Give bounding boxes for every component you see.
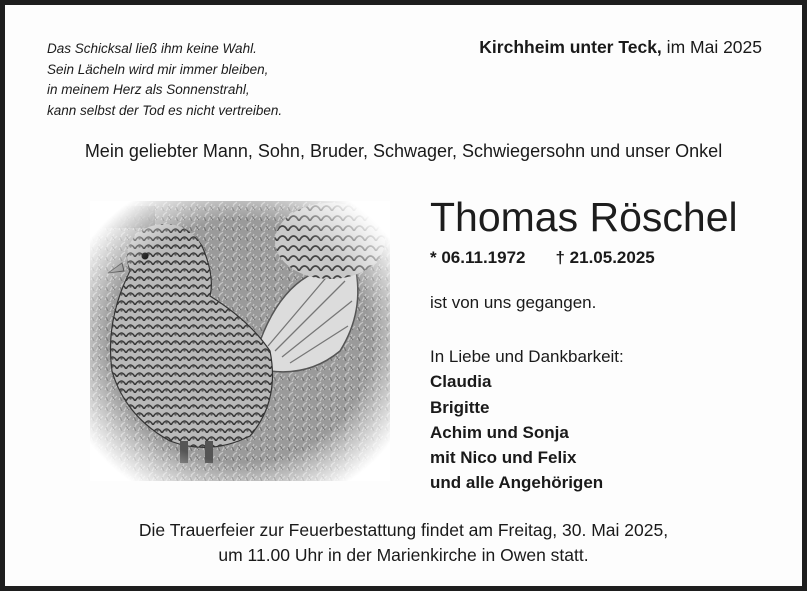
life-dates bbox=[430, 248, 655, 268]
funeral-service-info bbox=[5, 518, 802, 568]
death-date: † 21.05.2025 bbox=[555, 248, 655, 267]
mourner-name: Brigitte bbox=[430, 397, 490, 417]
intro-line: Mein geliebter Mann, Sohn, Bruder, Schwager, Schwiegersohn und unser Onkel bbox=[84, 141, 723, 161]
mourner-name: und alle Angehörigen bbox=[430, 473, 604, 493]
birth-date: * 06.11.1972 bbox=[430, 248, 526, 267]
poem-line: Sein Lächeln wird mir immer bleiben, bbox=[47, 61, 269, 77]
mourner-name: Achim und Sonja bbox=[430, 422, 569, 442]
poem-line: Das Schicksal ließ ihm keine Wahl. bbox=[47, 41, 257, 56]
mourner-name: Claudia bbox=[430, 372, 492, 392]
passed-away-line: ist von uns gegangen. bbox=[430, 293, 597, 312]
place: Kirchheim unter Teck, bbox=[479, 37, 662, 57]
chicken-photo-image bbox=[90, 201, 390, 481]
deceased-name: Thomas Röschel bbox=[430, 194, 738, 240]
mourners-heading: In Liebe und Dankbarkeit: bbox=[430, 347, 624, 366]
service-line: um 11.00 Uhr in der Marienkirche in Owen statt. bbox=[218, 545, 589, 565]
date: im Mai 2025 bbox=[661, 37, 762, 57]
place-and-date bbox=[479, 37, 762, 58]
mourners-list bbox=[430, 344, 624, 496]
poem-line: in meinem Herz als Sonnenstrahl, bbox=[47, 82, 250, 97]
memorial-poem bbox=[47, 39, 282, 121]
portrait-photo bbox=[90, 201, 390, 481]
poem-line: kann selbst der Tod es nicht vertreiben. bbox=[47, 102, 283, 118]
mourner-name: mit Nico und Felix bbox=[430, 448, 577, 468]
service-line: Die Trauerfeier zur Feuerbestattung findet am Freitag, 30. Mai 2025, bbox=[138, 520, 669, 540]
